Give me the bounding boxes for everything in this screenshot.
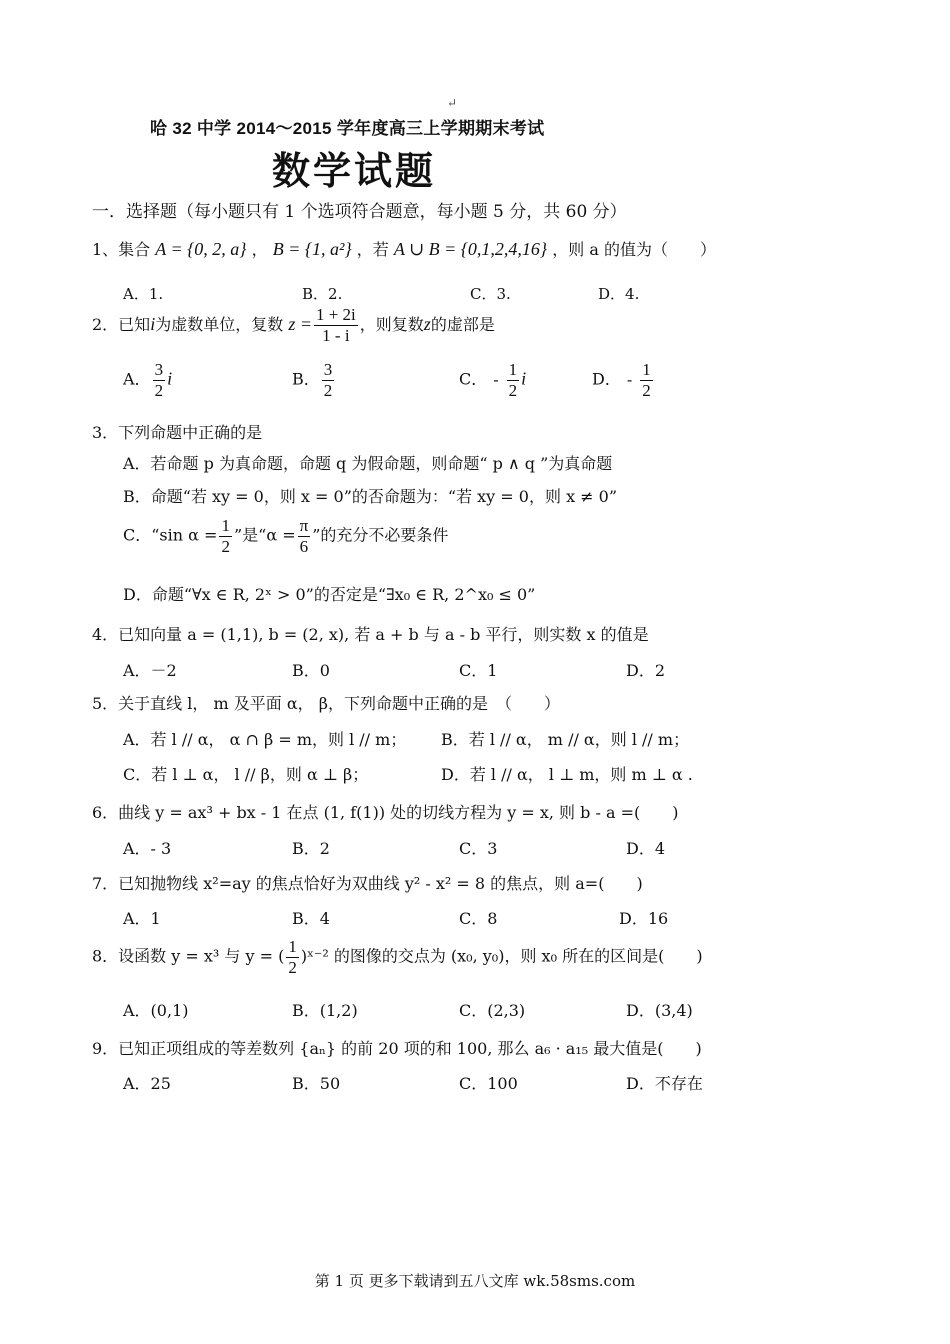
q8-option-d: D．(3,4) <box>626 1001 693 1020</box>
q4-option-a: A．－2 <box>123 661 177 680</box>
q2-option-c <box>459 360 526 400</box>
q2-a-num: 3 <box>154 360 164 379</box>
q2-b-num: 3 <box>323 360 333 379</box>
q3-c-den-2: 6 <box>299 536 309 556</box>
q2-c-den: 2 <box>508 380 518 400</box>
q3-c-num-1: 1 <box>221 516 230 535</box>
q2-c-label: C． <box>459 369 488 389</box>
q2-d-label: D． <box>592 369 621 389</box>
q2-z-eq: z = <box>288 314 312 334</box>
q8-den: 2 <box>288 957 297 977</box>
q4-option-d: D．2 <box>626 661 666 680</box>
q2-option-b <box>292 360 336 400</box>
q2-a-frac <box>153 360 166 400</box>
q5-option-a: A．若 l // α， α ∩ β = m，则 l // m； <box>123 730 407 749</box>
q2-d-frac <box>640 360 653 400</box>
q1-set-b: B = {1, a²} <box>272 239 352 259</box>
q3-c-mid: ”是“α = <box>233 525 296 545</box>
question-2 <box>92 302 495 347</box>
q5-option-d: D．若 l // α， l ⊥ m，则 m ⊥ α . <box>441 765 693 784</box>
q8-pre: 8．设函数 y = x³ 与 y = ( <box>92 946 285 966</box>
q2-frac-num: 1 + 2i <box>315 305 356 325</box>
q3-c-frac-2 <box>298 516 311 556</box>
q2-d-den: 2 <box>642 380 651 400</box>
q2-text-3: ，则复数 <box>359 315 424 334</box>
q6-option-a: A．- 3 <box>123 839 172 858</box>
q8-frac <box>286 937 299 977</box>
q2-z: z <box>423 314 431 334</box>
q2-text-4: 的虚部是 <box>430 315 495 334</box>
q7-option-a: A．1 <box>123 909 161 928</box>
q3-c-frac-1 <box>219 516 232 556</box>
q1-tail: ，则 a 的值为（ ） <box>552 240 716 259</box>
q1-union: A ∪ B = {0,1,2,4,16} <box>393 239 548 259</box>
q8-post: )ˣ⁻² 的图像的交点为 (x₀, y₀)，则 x₀ 所在的区间是( ) <box>300 946 703 966</box>
q5-option-c: C．若 l ⊥ α， l // β，则 α ⊥ β； <box>123 765 369 784</box>
q1-option-c: C．3. <box>470 285 511 303</box>
question-6-stem: 6．曲线 y = ax³ + bx - 1 在点 (1, f(1)) 处的切线方程为 y = x, 则 b - a =( ) <box>92 803 679 822</box>
q2-a-tail: i <box>167 368 173 389</box>
q3-c-num-2: π <box>299 516 309 535</box>
q3-c-pre: C．“sin α = <box>123 525 218 545</box>
q5-option-b: B．若 l // α， m // α，则 l // m； <box>441 730 690 749</box>
section-heading: 一．选择题（每小题只有 1 个选项符合题意，每小题 5 分，共 60 分） <box>92 202 627 222</box>
q9-option-a: A．25 <box>123 1074 171 1093</box>
question-7-stem: 7．已知抛物线 x²=ay 的焦点恰好为双曲线 y² - x² = 8 的焦点，则 a=( ) <box>92 874 643 893</box>
q2-c-frac <box>507 360 520 400</box>
q2-d-sign: - <box>626 369 633 389</box>
question-8 <box>92 937 703 977</box>
q1-set-a: A = {0, 2, a} <box>155 239 247 259</box>
q8-num: 1 <box>288 937 297 956</box>
q2-c-sign: - <box>493 369 499 389</box>
q2-c-num: 1 <box>508 360 518 379</box>
q2-i: i <box>150 314 156 334</box>
q3-option-c <box>123 516 448 556</box>
question-5-stem: 5．关于直线 l， m 及平面 α， β，下列命题中正确的是 （ ） <box>92 694 560 713</box>
q2-option-d <box>592 360 655 400</box>
q3-c-tail: ”的充分不必要条件 <box>312 525 449 545</box>
q2-b-frac <box>322 360 335 400</box>
q2-c-tail: i <box>521 368 527 389</box>
return-mark-top: ↵ <box>447 96 458 110</box>
q3-option-d: D．命题“∀x ∈ R, 2ˣ > 0”的否定是“∃x₀ ∈ R, 2^x₀ ≤ 0” <box>123 585 536 604</box>
q1-option-a: A．1. <box>123 285 164 303</box>
q2-fraction <box>314 305 358 345</box>
q2-b-label: B． <box>292 369 320 389</box>
q2-a-den: 2 <box>154 380 164 400</box>
q2-text-2: 为虚数单位，复数 <box>155 315 284 334</box>
q3-option-a: A．若命题 p 为真命题，命题 q 为假命题，则命题“ p ∧ q ”为真命题 <box>123 454 613 473</box>
question-4-stem: 4．已知向量 a = (1,1), b = (2, x), 若 a + b 与 a - b 平行，则实数 x 的值是 <box>92 625 649 644</box>
school-line: 哈 32 中学 2014～2015 学年度高三上学期期末考试 <box>150 119 545 138</box>
q2-b-den: 2 <box>323 380 333 400</box>
q4-option-c: C．1 <box>459 661 498 680</box>
q2-frac-den: 1 - i <box>322 326 350 345</box>
q2-option-a <box>123 360 172 400</box>
q3-option-b: B．命题“若 xy = 0，则 x = 0”的否命题为：“若 xy = 0，则 x ≠ 0” <box>123 487 618 506</box>
q6-option-c: C．3 <box>459 839 498 858</box>
question-3-stem: 3．下列命题中正确的是 <box>92 423 263 442</box>
q2-text-1: 2．已知 <box>92 315 151 334</box>
q8-option-a: A．(0,1) <box>123 1001 189 1020</box>
q8-option-b: B．(1,2) <box>292 1001 358 1020</box>
q2-a-label: A． <box>123 369 151 389</box>
page-title: 数学试题 <box>272 149 437 193</box>
q7-option-b: B．4 <box>292 909 330 928</box>
q2-d-num: 1 <box>642 360 651 379</box>
q9-option-c: C．100 <box>459 1074 518 1093</box>
q3-c-den-1: 2 <box>221 536 230 556</box>
q1-mid: ，若 <box>356 240 389 259</box>
question-9-stem: 9．已知正项组成的等差数列 {aₙ} 的前 20 项的和 100, 那么 a₆ · a₁₅ 最大值是( ) <box>92 1039 702 1058</box>
q8-option-c: C．(2,3) <box>459 1001 526 1020</box>
page-footer: 第 1 页 更多下载请到五八文库 wk.58sms.com <box>314 1272 636 1290</box>
q7-option-d: D．16 <box>619 909 669 928</box>
q1-option-d: D．4. <box>598 285 640 303</box>
question-1 <box>92 237 716 260</box>
q9-option-d: D．不存在 <box>626 1074 703 1093</box>
q1-separator: ， <box>251 240 268 259</box>
q6-option-b: B．2 <box>292 839 330 858</box>
q7-option-c: C．8 <box>459 909 498 928</box>
q1-option-b: B．2. <box>302 285 343 303</box>
q4-option-b: B．0 <box>292 661 330 680</box>
q6-option-d: D．4 <box>626 839 666 858</box>
q9-option-b: B．50 <box>292 1074 341 1093</box>
q1-label: 1、集合 <box>92 240 151 259</box>
